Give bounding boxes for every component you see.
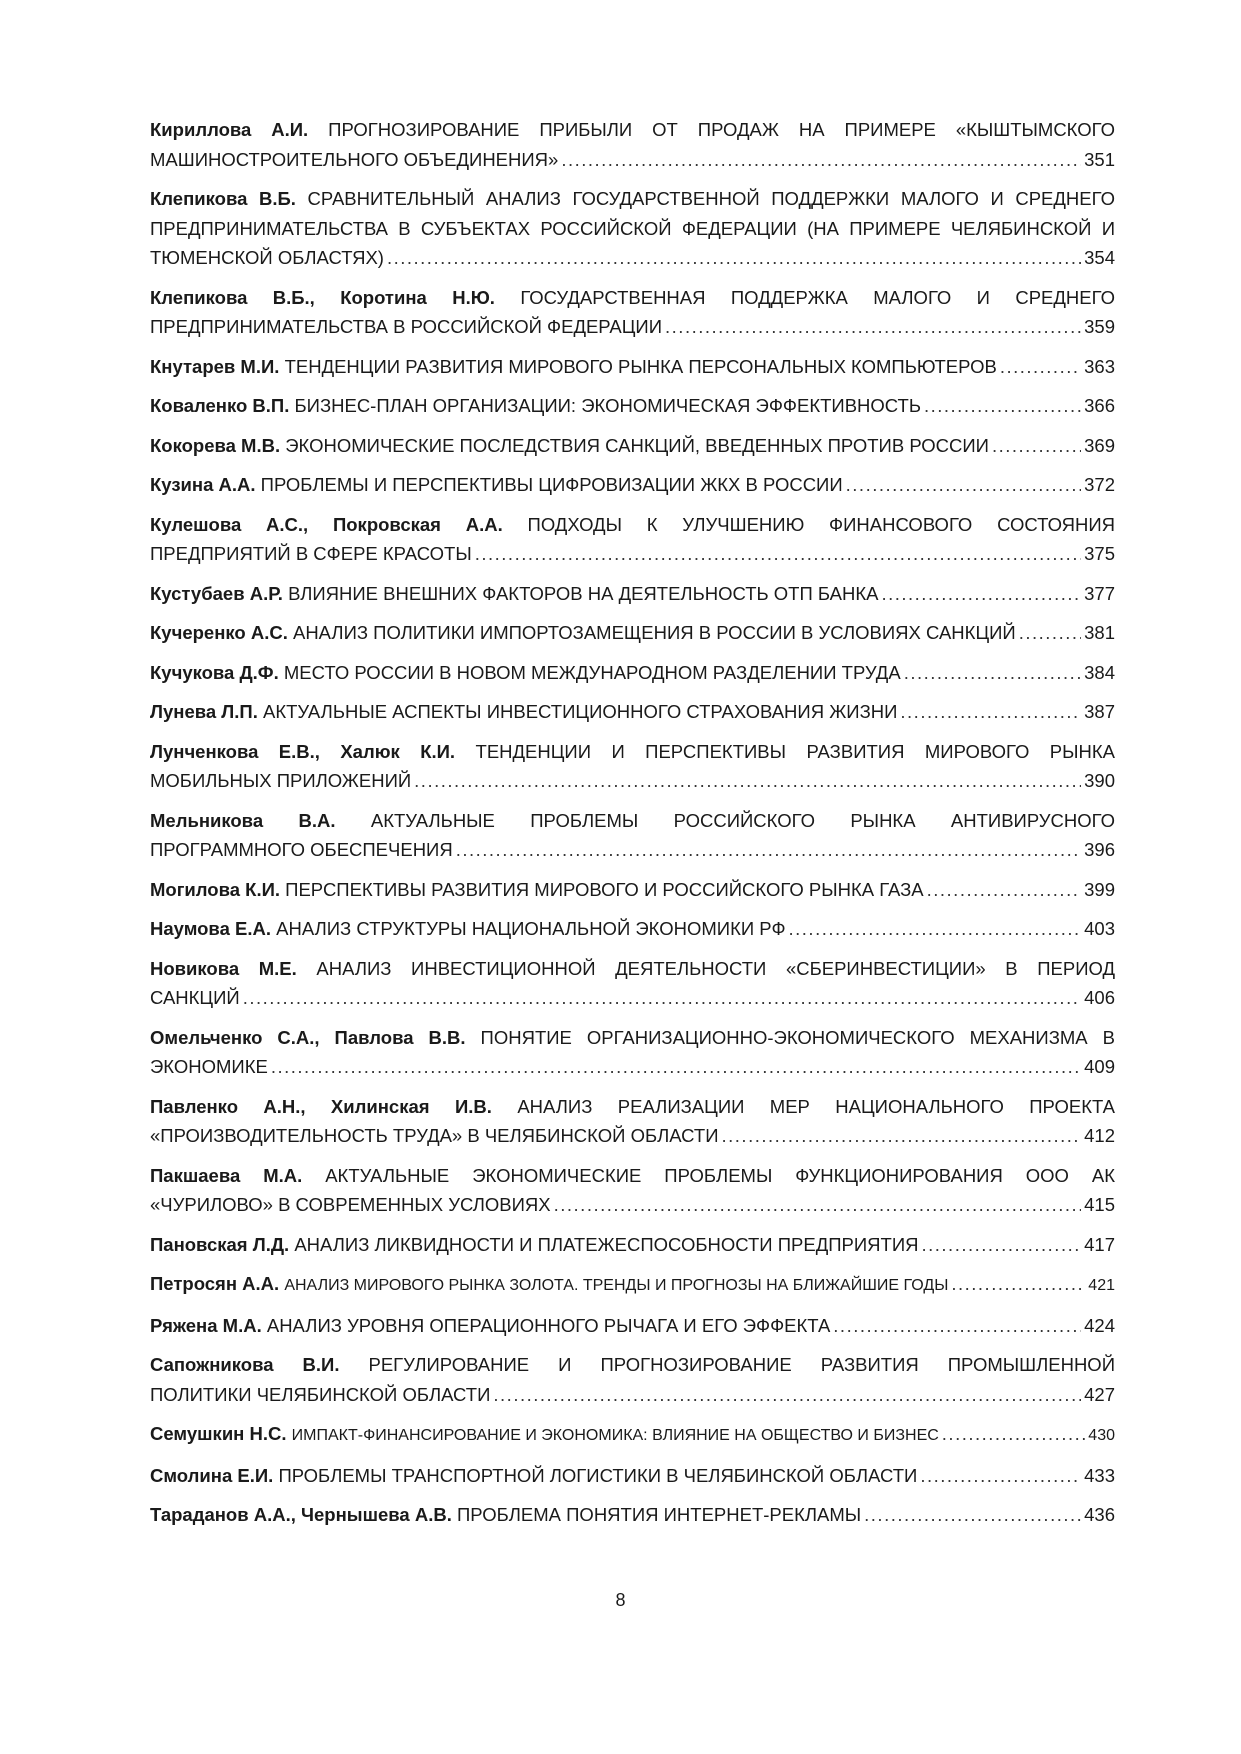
dot-leader xyxy=(387,243,1081,273)
toc-entry-title: ГОСУДАРСТВЕННАЯ ПОДДЕРЖКА МАЛОГО И СРЕДНЕГО xyxy=(520,286,1115,308)
toc-entry[interactable] xyxy=(150,283,1115,342)
toc-entry-last-line xyxy=(150,470,1115,500)
dot-leader xyxy=(561,145,1081,175)
toc-entry-authors: Пакшаева М.А. xyxy=(150,1164,303,1186)
toc-entry-page: 363 xyxy=(1084,355,1115,377)
toc-entry-page: 372 xyxy=(1084,474,1115,495)
toc-entry[interactable] xyxy=(150,510,1115,569)
toc-entry-line xyxy=(150,283,1115,313)
toc-entry[interactable] xyxy=(150,914,1115,944)
toc-entry-line xyxy=(150,954,1115,984)
toc-entry-title: АНАЛИЗ МИРОВОГО РЫНКА ЗОЛОТА. ТРЕНДЫ И ПРОГНОЗЫ НА БЛИЖАЙШИЕ ГОДЫ xyxy=(284,1277,949,1294)
dot-leader xyxy=(493,1380,1081,1410)
toc-entry-title: АНАЛИЗ РЕАЛИЗАЦИИ МЕР НАЦИОНАЛЬНОГО ПРОЕКТА xyxy=(517,1095,1116,1117)
page-number: 8 xyxy=(615,1590,626,1610)
toc-entry-page: 377 xyxy=(1084,582,1115,604)
toc-entry-last-line xyxy=(150,1461,1115,1491)
toc-entry-title: РЕГУЛИРОВАНИЕ И ПРОГНОЗИРОВАНИЕ РАЗВИТИЯ ПРОМЫШЛЕННОЙ xyxy=(368,1354,1115,1375)
toc-entry-title: МЕСТО РОССИИ В НОВОМ МЕЖДУНАРОДНОМ РАЗДЕЛЕНИИ ТРУДА xyxy=(283,661,901,683)
toc-entry-last-text xyxy=(150,1269,948,1301)
toc-entry-last-text xyxy=(150,983,240,1013)
toc-entry-authors: Новикова М.Е. xyxy=(150,957,297,979)
toc-entry[interactable] xyxy=(150,1230,1115,1260)
toc-entry-page: 384 xyxy=(1084,661,1115,683)
toc-entry[interactable] xyxy=(150,431,1115,461)
toc-entry-last-line xyxy=(150,243,1115,273)
toc-entry-page: 354 xyxy=(1084,247,1115,268)
toc-entry-last-line xyxy=(150,1269,1115,1301)
toc-entry-authors: Сапожникова В.И. xyxy=(150,1354,340,1375)
toc-entry-page: 381 xyxy=(1084,622,1115,643)
toc-entry-title: МАШИНОСТРОИТЕЛЬНОГО ОБЪЕДИНЕНИЯ» xyxy=(150,148,559,170)
toc-entry-line xyxy=(150,1161,1115,1191)
toc-entry-authors: Кокорева М.В. xyxy=(150,434,281,456)
toc-entry-authors: Коваленко В.П. xyxy=(150,395,290,416)
toc-entry[interactable] xyxy=(150,1500,1115,1530)
toc-entry-last-line xyxy=(150,1230,1115,1260)
toc-entry-last-text xyxy=(150,835,453,865)
toc-entry-authors: Кириллова А.И. xyxy=(150,119,309,140)
toc-entry[interactable] xyxy=(150,697,1115,727)
toc-entry-page: 427 xyxy=(1084,1383,1115,1405)
toc-entry-authors: Могилова К.И. xyxy=(150,878,281,900)
toc-entry-last-text xyxy=(150,697,897,727)
toc-entry-last-line xyxy=(150,431,1115,461)
toc-entry-line xyxy=(150,1023,1115,1053)
toc-entry-page: 409 xyxy=(1084,1056,1115,1077)
toc-entry-authors: Смолина Е.И. xyxy=(150,1464,274,1486)
toc-entry-page: 421 xyxy=(1088,1277,1115,1294)
toc-entry-page: 369 xyxy=(1084,434,1115,456)
dot-leader xyxy=(904,658,1081,688)
toc-entry[interactable] xyxy=(150,352,1115,382)
dot-leader xyxy=(456,835,1081,865)
toc-entry-authors: Павленко А.Н., Хилинская И.В. xyxy=(150,1095,492,1117)
dot-leader xyxy=(951,1269,1085,1299)
toc-entry-line xyxy=(150,806,1115,836)
toc-entry-last-text xyxy=(150,579,878,609)
dot-leader xyxy=(922,1230,1082,1260)
toc-entry-last-text xyxy=(150,431,989,461)
toc-entry-last-line xyxy=(150,766,1115,796)
toc-entry-title: ЭКОНОМИЧЕСКИЕ ПОСЛЕДСТВИЯ САНКЦИЙ, ВВЕДЕННЫХ ПРОТИВ РОССИИ xyxy=(285,434,989,456)
toc-entry-page: 436 xyxy=(1084,1504,1115,1525)
toc-entry-title: ВЛИЯНИЕ ВНЕШНИХ ФАКТОРОВ НА ДЕЯТЕЛЬНОСТЬ ОТП БАНКА xyxy=(288,582,879,604)
toc-entry-page: 399 xyxy=(1084,878,1115,900)
dot-leader xyxy=(271,1052,1081,1082)
toc-entry-last-text xyxy=(150,875,924,905)
toc-entry-title: ПОЛИТИКИ ЧЕЛЯБИНСКОЙ ОБЛАСТИ xyxy=(150,1383,491,1405)
toc-entry-page: 415 xyxy=(1084,1194,1115,1215)
toc-entry-line xyxy=(150,1350,1115,1380)
toc-entry[interactable] xyxy=(150,806,1115,865)
toc-entry-last-text xyxy=(150,1461,917,1491)
toc-entry-last-line xyxy=(150,835,1115,865)
dot-leader xyxy=(665,312,1081,342)
toc-entry-last-text xyxy=(150,914,786,944)
dot-leader xyxy=(846,470,1081,500)
toc-entry-authors: Клепикова В.Б., Коротина Н.Ю. xyxy=(150,286,495,308)
toc-entry[interactable] xyxy=(150,391,1115,421)
dot-leader xyxy=(1000,352,1081,382)
toc-entry-title: АНАЛИЗ УРОВНЯ ОПЕРАЦИОННОГО РЫЧАГА И ЕГО ЭФФЕКТА xyxy=(266,1314,831,1336)
toc-entry-authors: Кузина А.А. xyxy=(150,474,256,495)
toc-entry-title: ЭКОНОМИКЕ xyxy=(150,1056,268,1077)
dot-leader xyxy=(942,1419,1086,1449)
toc-entry-last-text xyxy=(150,766,411,796)
toc-entry-title: БИЗНЕС-ПЛАН ОРГАНИЗАЦИИ: ЭКОНОМИЧЕСКАЯ ЭФФЕКТИВНОСТЬ xyxy=(294,395,921,416)
toc-entry[interactable] xyxy=(150,184,1115,273)
toc-entry-authors: Кнутарев М.И. xyxy=(150,355,280,377)
toc-entry-last-line xyxy=(150,312,1115,342)
toc-entry-title: ПРОБЛЕМЫ ТРАНСПОРТНОЙ ЛОГИСТИКИ В ЧЕЛЯБИНСКОЙ ОБЛАСТИ xyxy=(278,1464,918,1486)
toc-entry-authors: Ряжена М.А. xyxy=(150,1314,262,1336)
toc-entry-last-text xyxy=(150,1052,268,1082)
toc-entry-last-line xyxy=(150,391,1115,421)
toc-entry-page: 390 xyxy=(1084,770,1115,791)
toc-entry-last-text xyxy=(150,658,901,688)
toc-entry-last-line xyxy=(150,579,1115,609)
toc-entry-title: АКТУАЛЬНЫЕ АСПЕКТЫ ИНВЕСТИЦИОННОГО СТРАХОВАНИЯ ЖИЗНИ xyxy=(263,701,898,722)
toc-entry-title: ПОНЯТИЕ ОРГАНИЗАЦИОННО-ЭКОНОМИЧЕСКОГО МЕХАНИЗМА В xyxy=(480,1026,1115,1048)
toc-entry[interactable] xyxy=(150,658,1115,688)
toc-entry-last-line xyxy=(150,875,1115,905)
toc-entry-title: ПРОГНОЗИРОВАНИЕ ПРИБЫЛИ ОТ ПРОДАЖ НА ПРИМЕРЕ «КЫШТЫМСКОГО xyxy=(328,119,1116,140)
toc-entry[interactable] xyxy=(150,1419,1115,1451)
table-of-contents xyxy=(150,115,1115,1540)
toc-entry-authors: Наумова Е.А. xyxy=(150,918,271,939)
toc-entry-page: 375 xyxy=(1084,543,1115,564)
toc-entry-page: 424 xyxy=(1084,1314,1115,1336)
toc-entry-title: ТЮМЕНСКОЙ ОБЛАСТЯХ) xyxy=(150,247,384,268)
toc-entry-last-line xyxy=(150,539,1115,569)
toc-entry[interactable] xyxy=(150,1092,1115,1151)
toc-entry-authors: Лунева Л.П. xyxy=(150,701,258,722)
dot-leader xyxy=(722,1121,1082,1151)
toc-entry-last-line xyxy=(150,618,1115,648)
toc-entry-last-text xyxy=(150,539,472,569)
dot-leader xyxy=(1019,618,1081,648)
toc-entry-page: 366 xyxy=(1084,395,1115,416)
toc-entry-authors: Кулешова А.С., Покровская А.А. xyxy=(150,513,503,535)
toc-entry-last-line xyxy=(150,1190,1115,1220)
toc-entry-page: 433 xyxy=(1084,1464,1115,1486)
toc-entry[interactable] xyxy=(150,954,1115,1013)
toc-entry-title: ТЕНДЕНЦИИ И ПЕРСПЕКТИВЫ РАЗВИТИЯ МИРОВОГО РЫНКА xyxy=(475,740,1115,762)
toc-entry-page: 406 xyxy=(1084,987,1115,1008)
toc-entry-last-text xyxy=(150,1419,939,1451)
toc-entry-title: ПЕРСПЕКТИВЫ РАЗВИТИЯ МИРОВОГО И РОССИЙСКОГО РЫНКА ГАЗА xyxy=(285,878,924,900)
toc-entry-page: 359 xyxy=(1084,316,1115,337)
toc-entry-last-line xyxy=(150,1380,1115,1410)
toc-entry-authors: Мельникова В.А. xyxy=(150,809,336,831)
toc-entry-title: АКТУАЛЬНЫЕ ПРОБЛЕМЫ РОССИЙСКОГО РЫНКА АНТИВИРУСНОГО xyxy=(370,809,1116,831)
toc-entry-page: 412 xyxy=(1084,1125,1115,1146)
toc-entry[interactable] xyxy=(150,470,1115,500)
toc-entry[interactable] xyxy=(150,737,1115,796)
dot-leader xyxy=(243,983,1081,1013)
toc-entry[interactable] xyxy=(150,618,1115,648)
toc-entry-last-text xyxy=(150,1500,861,1530)
toc-entry-authors: Кучукова Д.Ф. xyxy=(150,661,279,683)
toc-entry-last-text xyxy=(150,1190,551,1220)
toc-entry-title: СРАВНИТЕЛЬНЫЙ АНАЛИЗ ГОСУДАРСТВЕННОЙ ПОДДЕРЖКИ МАЛОГО И СРЕДНЕГО xyxy=(307,188,1115,209)
toc-entry-last-line xyxy=(150,1311,1115,1341)
toc-entry-authors: Лунченкова Е.В., Халюк К.И. xyxy=(150,740,456,762)
dot-leader xyxy=(475,539,1081,569)
toc-entry-last-line xyxy=(150,1500,1115,1530)
toc-entry-page: 396 xyxy=(1084,839,1115,860)
toc-entry-line xyxy=(150,510,1115,540)
toc-entry[interactable] xyxy=(150,579,1115,609)
toc-entry-authors: Петросян А.А. xyxy=(150,1273,280,1294)
toc-entry-authors: Кучеренко А.С. xyxy=(150,622,288,643)
toc-entry-line xyxy=(150,1092,1115,1122)
toc-entry[interactable] xyxy=(150,1023,1115,1082)
toc-entry-authors: Семушкин Н.С. xyxy=(150,1423,287,1444)
toc-entry-last-text xyxy=(150,391,921,421)
toc-entry[interactable] xyxy=(150,875,1115,905)
toc-entry-last-text xyxy=(150,1311,830,1341)
toc-entry-line xyxy=(150,214,1115,244)
toc-entry-title: ПРОБЛЕМЫ И ПЕРСПЕКТИВЫ ЦИФРОВИЗАЦИИ ЖКХ В РОССИИ xyxy=(260,474,843,495)
toc-entry-authors: Омельченко С.А., Павлова В.В. xyxy=(150,1026,466,1048)
toc-entry-title: САНКЦИЙ xyxy=(150,987,240,1008)
toc-entry-title: АНАЛИЗ ПОЛИТИКИ ИМПОРТОЗАМЕЩЕНИЯ В РОССИИ В УСЛОВИЯХ САНКЦИЙ xyxy=(292,622,1016,643)
dot-leader xyxy=(864,1500,1081,1530)
toc-entry-last-text xyxy=(150,145,558,175)
toc-entry-title: ТЕНДЕНЦИИ РАЗВИТИЯ МИРОВОГО РЫНКА ПЕРСОНАЛЬНЫХ КОМПЬЮТЕРОВ xyxy=(284,355,997,377)
dot-leader xyxy=(833,1311,1081,1341)
toc-entry-title: АНАЛИЗ ЛИКВИДНОСТИ И ПЛАТЕЖЕСПОСОБНОСТИ ПРЕДПРИЯТИЯ xyxy=(294,1233,919,1255)
dot-leader xyxy=(900,697,1081,727)
toc-entry-last-line xyxy=(150,145,1115,175)
toc-entry-title: «ЧУРИЛОВО» В СОВРЕМЕННЫХ УСЛОВИЯХ xyxy=(150,1194,551,1215)
toc-entry-last-text xyxy=(150,243,384,273)
toc-entry-last-line xyxy=(150,697,1115,727)
toc-entry-last-text xyxy=(150,1121,719,1151)
dot-leader xyxy=(992,431,1081,461)
toc-entry-last-line xyxy=(150,1121,1115,1151)
toc-entry[interactable] xyxy=(150,1350,1115,1409)
toc-entry-title: АНАЛИЗ СТРУКТУРЫ НАЦИОНАЛЬНОЙ ЭКОНОМИКИ РФ xyxy=(276,918,786,939)
toc-entry-last-line xyxy=(150,983,1115,1013)
toc-entry-title: ПОДХОДЫ К УЛУЧШЕНИЮ ФИНАНСОВОГО СОСТОЯНИЯ xyxy=(527,513,1116,535)
toc-entry-page: 403 xyxy=(1084,918,1115,939)
dot-leader xyxy=(881,579,1081,609)
toc-entry-page: 430 xyxy=(1088,1427,1115,1444)
dot-leader xyxy=(554,1190,1082,1220)
toc-entry-last-line xyxy=(150,914,1115,944)
toc-entry[interactable] xyxy=(150,1461,1115,1491)
toc-entry-title: ПРОБЛЕМА ПОНЯТИЯ ИНТЕРНЕТ-РЕКЛАМЫ xyxy=(457,1504,862,1525)
toc-entry-last-text xyxy=(150,312,662,342)
toc-entry-title: ПРЕДПРИНИМАТЕЛЬСТВА В РОССИЙСКОЙ ФЕДЕРАЦИИ xyxy=(150,316,663,337)
dot-leader xyxy=(789,914,1082,944)
toc-entry-title: ПРЕДПРИЯТИЙ В СФЕРЕ КРАСОТЫ xyxy=(150,543,472,564)
toc-entry-title: АНАЛИЗ ИНВЕСТИЦИОННОЙ ДЕЯТЕЛЬНОСТИ «СБЕРИНВЕСТИЦИИ» В ПЕРИОД xyxy=(316,957,1116,979)
toc-entry[interactable] xyxy=(150,1269,1115,1301)
toc-entry-last-text xyxy=(150,1230,919,1260)
toc-entry-page: 387 xyxy=(1084,701,1115,722)
toc-entry-title: ПРЕДПРИНИМАТЕЛЬСТВА В СУБЪЕКТАХ РОССИЙСКОЙ ФЕДЕРАЦИИ (НА ПРИМЕРЕ ЧЕЛЯБИНСКОЙ И xyxy=(150,217,1115,239)
toc-entry-title: ИМПАКТ-ФИНАНСИРОВАНИЕ И ЭКОНОМИКА: ВЛИЯНИЕ НА ОБЩЕСТВО И БИЗНЕС xyxy=(291,1427,939,1444)
toc-entry[interactable] xyxy=(150,115,1115,174)
toc-entry-authors: Клепикова В.Б. xyxy=(150,188,296,209)
toc-entry-page: 417 xyxy=(1084,1233,1115,1255)
toc-entry[interactable] xyxy=(150,1161,1115,1220)
dot-leader xyxy=(920,1461,1081,1491)
toc-entry-last-line xyxy=(150,1419,1115,1451)
toc-entry-title: ПРОГРАММНОГО ОБЕСПЕЧЕНИЯ xyxy=(150,839,453,860)
dot-leader xyxy=(414,766,1081,796)
toc-entry-page: 351 xyxy=(1084,148,1115,170)
toc-entry-authors: Пановская Л.Д. xyxy=(150,1233,290,1255)
toc-entry-authors: Кустубаев А.Р. xyxy=(150,582,283,604)
dot-leader xyxy=(927,875,1082,905)
toc-entry-last-text xyxy=(150,352,997,382)
toc-entry-last-text xyxy=(150,1380,490,1410)
dot-leader xyxy=(924,391,1081,421)
toc-entry-line xyxy=(150,184,1115,214)
toc-entry-title: МОБИЛЬНЫХ ПРИЛОЖЕНИЙ xyxy=(150,770,412,791)
toc-entry-last-line xyxy=(150,658,1115,688)
toc-entry-last-line xyxy=(150,1052,1115,1082)
toc-entry-last-text xyxy=(150,618,1016,648)
toc-entry-authors: Тараданов А.А., Чернышева А.В. xyxy=(150,1504,452,1525)
toc-entry-title: АКТУАЛЬНЫЕ ЭКОНОМИЧЕСКИЕ ПРОБЛЕМЫ ФУНКЦИОНИРОВАНИЯ ООО АК xyxy=(325,1164,1116,1186)
toc-entry[interactable] xyxy=(150,1311,1115,1341)
toc-entry-line xyxy=(150,737,1115,767)
toc-entry-last-text xyxy=(150,470,843,500)
toc-entry-title: «ПРОИЗВОДИТЕЛЬНОСТЬ ТРУДА» В ЧЕЛЯБИНСКОЙ ОБЛАСТИ xyxy=(150,1125,719,1146)
toc-entry-last-line xyxy=(150,352,1115,382)
toc-entry-line xyxy=(150,115,1115,145)
